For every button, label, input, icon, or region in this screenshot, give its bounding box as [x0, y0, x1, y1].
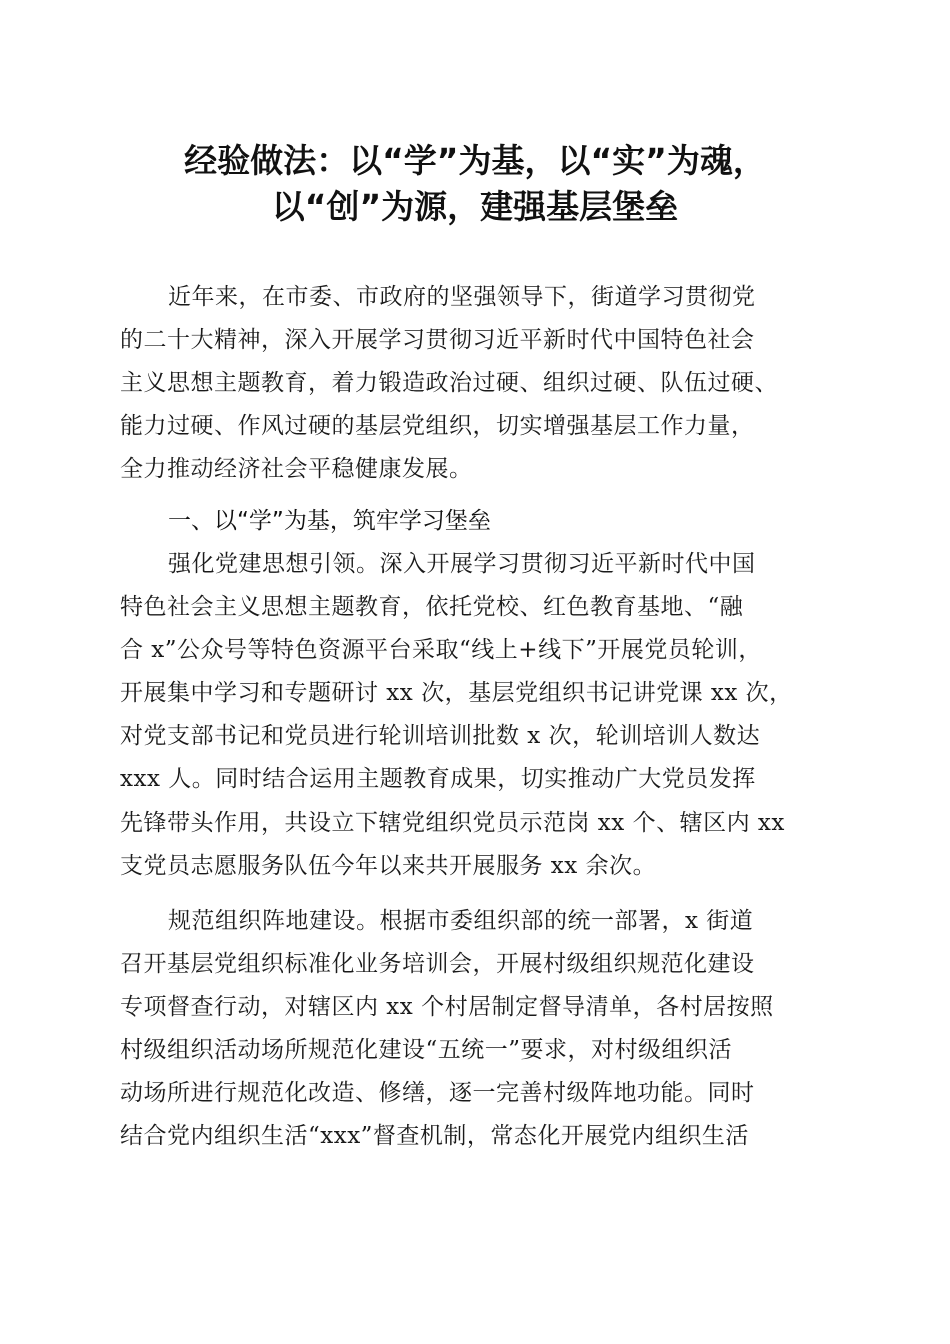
intro-line: 全力推动经济社会平稳健康发展。: [120, 456, 473, 483]
section-1-heading: 一、以“学”为基，筑牢学习堡垒: [168, 508, 491, 534]
paragraph-line: 动场所进行规范化改造、修缮，逐一完善村级阵地功能。同时: [120, 1080, 755, 1107]
intro-paragraph: [120, 276, 830, 491]
paragraph-line: xxx 人。同时结合运用主题教育成果，切实推动广大党员发挥: [120, 766, 756, 793]
paragraph-line: 结合党内组织生活“xxx”督查机制，常态化开展党内组织生活: [120, 1123, 749, 1150]
intro-line: 的二十大精神，深入开展学习贯彻习近平新时代中国特色社会: [120, 327, 755, 354]
paragraph-line: 强化党建思想引领。深入开展学习贯彻习近平新时代中国: [168, 551, 756, 577]
intro-line: 主义思想主题教育，着力锻造政治过硬、组织过硬、队伍过硬、: [120, 370, 778, 397]
intro-line: 能力过硬、作风过硬的基层党组织，切实增强基层工作力量，: [120, 413, 755, 440]
paragraph-line: 先锋带头作用，共设立下辖党组织党员示范岗 xx 个、辖区内 xx: [120, 809, 785, 836]
document-title-line-1: 经验做法：以“学”为基，以“实”为魂，: [184, 141, 766, 180]
document-title-line-2: 以“创”为源，建强基层堡垒: [271, 187, 679, 226]
paragraph-line: 合 x”公众号等特色资源平台采取“线上+线下”开展党员轮训，: [120, 637, 762, 664]
paragraph-study: [120, 543, 830, 888]
paragraph-line: 开展集中学习和专题研讨 xx 次，基层党组织书记讲党课 xx 次，: [120, 680, 793, 707]
paragraph-line: 村级组织活动场所规范化建设“五统一”要求，对村级组织活: [120, 1037, 733, 1064]
paragraph-line: 召开基层党组织标准化业务培训会，开展村级组织规范化建设: [120, 951, 755, 978]
paragraph-organization: [120, 900, 830, 1159]
paragraph-line: 对党支部书记和党员进行轮训培训批数 x 次，轮训培训人数达: [120, 723, 761, 750]
intro-line: 近年来，在市委、市政府的坚强领导下，街道学习贯彻党: [168, 284, 756, 310]
paragraph-line: 支党员志愿服务队伍今年以来共开展服务 xx 余次。: [120, 852, 657, 879]
paragraph-line: 特色社会主义思想主题教育，依托党校、红色教育基地、“融: [120, 594, 744, 621]
paragraph-line: 规范组织阵地建设。根据市委组织部的统一部署，x 街道: [168, 908, 754, 934]
paragraph-line: 专项督查行动，对辖区内 xx 个村居制定督导清单，各村居按照: [120, 994, 774, 1021]
